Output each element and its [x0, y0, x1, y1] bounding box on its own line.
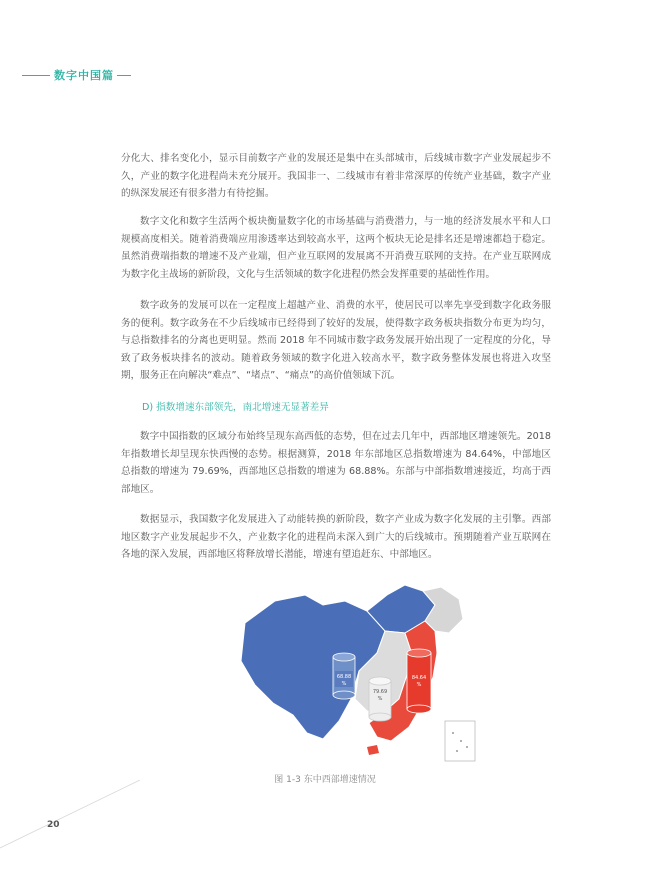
east-growth-value: 84.64 — [411, 675, 427, 681]
map-hainan-island — [367, 745, 379, 755]
paragraph-2: 数字文化和数字生活两个板块衡量数字化的市场基础与消费潜力，与一地的经济发展水平和人口规模高度相关。随着消费端应用渗透率达到较高水平，这两个板块无论是排名还是增速都趋于稳定。虽然消费端指数的增速不及产业端，但产业互联网的发展离不开消费互联网的支持。在产业互联网成为数字化主战场的新阶段，文化与生活领域的数字化进程仍然会发挥重要的基础性作用。 — [121, 216, 551, 280]
west-growth-cylinder — [333, 653, 355, 699]
east-growth-cylinder — [407, 649, 431, 713]
paragraph-1: 分化大、排名变化小，显示目前数字产业的发展还是集中在头部城市，后线城市数字产业发展起步不久，产业的数字化进程尚未充分展开。我国非一、二线城市有着非常深厚的传统产业基础，数字产业的纵深发展还有很多潜力有待挖掘。 — [121, 153, 551, 199]
east-growth-unit: % — [416, 682, 422, 688]
footer-decorative-line — [0, 780, 140, 882]
region-growth-map — [227, 581, 485, 771]
central-growth-unit: % — [377, 696, 383, 702]
west-growth-unit: % — [341, 681, 347, 687]
central-growth-cylinder — [369, 677, 391, 721]
figure-caption: 图 1-3 东中西部增速情况 — [274, 775, 376, 785]
paragraph-3: 数字政务的发展可以在一定程度上超越产业、消费的水平，使居民可以率先享受到数字化政务服务的便利。数字政务在不少后线城市已经得到了较好的发展，使得数字政务板块指数分布更为均匀，与总指数排名的分离也更明显。然而 2018 年不同城市数字政务发展开始出现了一定程度的分化，导致了政务板块排名的波动。随着政务领域的数字化进入较高水平，数字政务整体发展也将进入攻坚期，服务正在向解决“难点”、“堵点”、“痛点”的高价值领域下沉。 — [121, 300, 551, 381]
page-number: 20 — [47, 820, 60, 830]
paragraph-5: 数据显示，我国数字化发展进入了动能转换的新阶段，数字产业成为数字化发展的主引擎。西部地区数字产业发展起步不久，产业数字化的进程尚未深入到广大的后线城市。预期随着产业互联网在各地的深入发展，西部地区将释放增长潜能，增速有望追赶东、中部地区。 — [121, 514, 551, 560]
section-header — [0, 66, 650, 86]
west-growth-value: 68.88 — [336, 674, 352, 680]
subheading: D) 指数增速东部领先，南北增速无显著差异 — [142, 402, 329, 413]
paragraph-4: 数字中国指数的区域分布始终呈现东高西低的态势，但在过去几年中，西部地区增速领先。2018 年指数增长却呈现东快西慢的态势。根据测算，2018 年东部地区总指数增速为 84.64%，中部地区总指数的增速为 79.69%，西部地区总指数的增速为 68.88%。东部与中部指数增速接近，均高于西部地区。 — [121, 431, 551, 495]
section-title: 数字中国篇 — [54, 69, 114, 82]
header-rule-right — [117, 75, 131, 76]
header-rule-left — [22, 75, 50, 76]
central-growth-value: 79.69 — [372, 689, 388, 695]
